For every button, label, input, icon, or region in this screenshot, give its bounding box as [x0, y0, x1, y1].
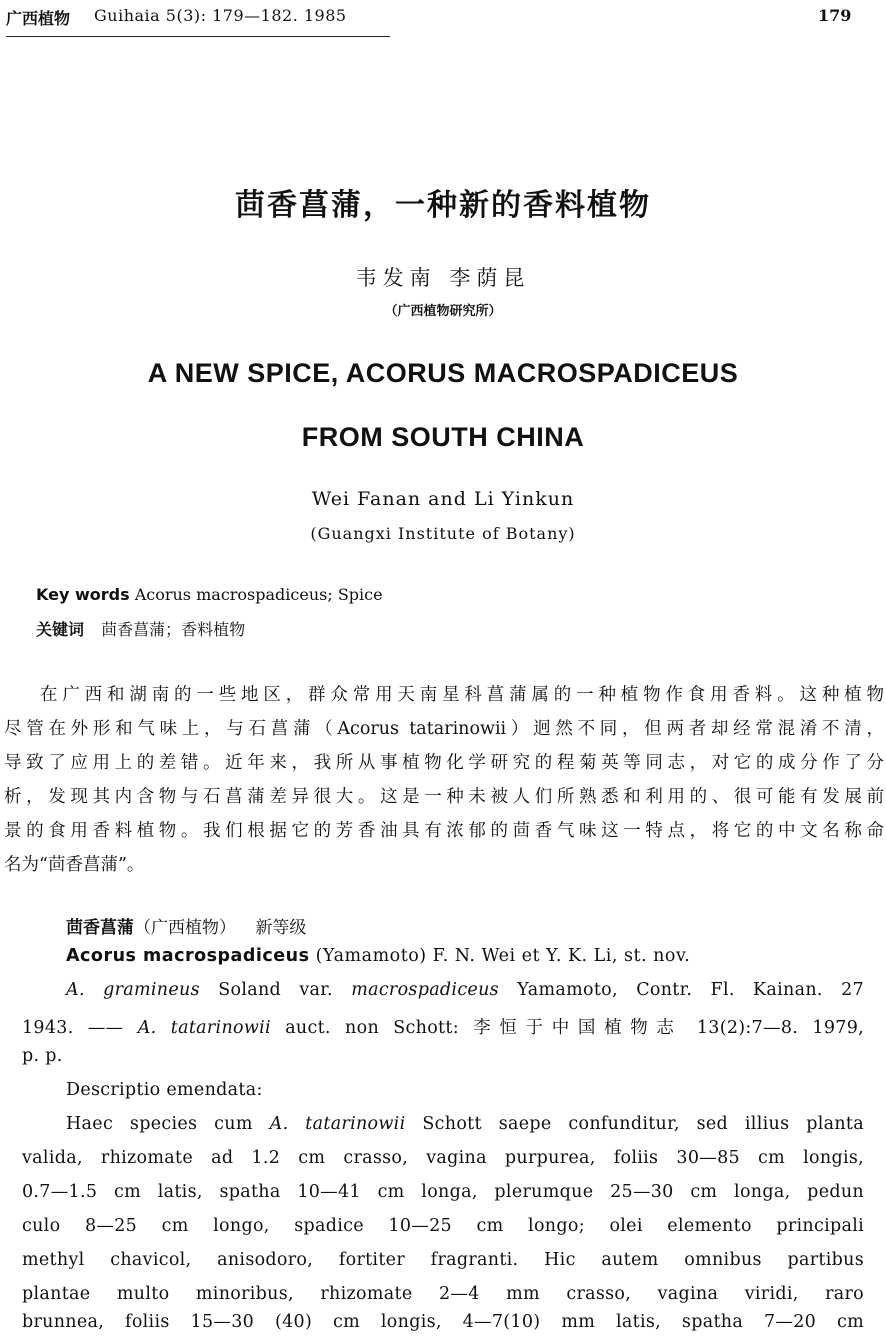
- synonym-1-reference: Yamamoto, Contr. Fl. Kainan. 27: [517, 980, 864, 1000]
- synonym-line-3: p. p.: [22, 1046, 63, 1066]
- species-chinese-name: 茴香菖蒲: [66, 918, 134, 938]
- title-english-line-1: A NEW SPICE, ACORUS MACROSPADICEUS: [147, 358, 739, 388]
- authors-chinese: 韦发南 李荫昆: [355, 266, 531, 290]
- intro-line-6: 名为“茴香菖蒲”。: [4, 855, 145, 875]
- latin-line-1-pre: Haec species cum: [66, 1114, 253, 1134]
- keywords-english-label: Key words: [36, 585, 130, 604]
- species-authority: (Yamamoto) F. N. Wei et Y. K. Li, st. nov.: [315, 946, 691, 966]
- journal-name-cn: 广西植物: [6, 9, 71, 28]
- title-chinese: 茴香菖蒲，一种新的香料植物: [235, 188, 651, 223]
- species-scientific-name: Acorus macrospadiceus: [66, 946, 310, 966]
- latin-line-6: plantae multo minoribus, rhizomate 2—4 mm crasso, vagina viridi, raro: [22, 1284, 864, 1304]
- authors-english: Wei Fanan and Li Yinkun: [311, 488, 575, 510]
- synonym-2-name: A. tatarinowii: [137, 1018, 271, 1038]
- intro-line-3: 导致了应用上的差错。近年来，我所从事植物化学研究的程菊英等同志，对它的成分作了分: [4, 753, 884, 773]
- synonym-1-name: A. gramineus: [66, 980, 200, 1000]
- latin-line-2: valida, rhizomate ad 1.2 cm crasso, vagina purpurea, foliis 30—85 cm longis,: [22, 1148, 864, 1168]
- journal-reference: Guihaia 5(3): 179—182. 1985: [94, 6, 347, 25]
- keywords-chinese: [36, 617, 245, 640]
- synonym-2-reference: auct. non Schott: 李恒于中国植物志 13(2):7—8. 1979,: [285, 1018, 864, 1038]
- latin-line-5: methyl chavicol, anisodoro, fortiter fragranti. Hic autem omnibus partibus: [22, 1250, 864, 1270]
- latin-line-3: 0.7—1.5 cm latis, spatha 10—41 cm longa, plerumque 25—30 cm longa, pedun: [22, 1182, 864, 1202]
- title-english-line-2: FROM SOUTH CHINA: [301, 422, 585, 452]
- synonym-1-mid: Soland var.: [218, 980, 333, 1000]
- latin-line-4: culo 8—25 cm longo, spadice 10—25 cm longo; olei elemento principali: [22, 1216, 864, 1236]
- latin-line-1: [66, 1114, 864, 1134]
- institution-english: (Guangxi Institute of Botany): [310, 524, 576, 543]
- species-scientific-heading: [66, 946, 690, 966]
- latin-line-1-species: A. tatarinowii: [269, 1114, 406, 1134]
- institution-chinese: （广西植物研究所）: [384, 304, 502, 319]
- intro-line-2: 尽管在外形和气味上，与石菖蒲（Acorus tatarinowii）迥然不同，但两者却经常混淆不清，: [4, 719, 884, 739]
- keywords-chinese-label: 关键词: [36, 620, 85, 639]
- intro-line-5: 景的食用香料植物。我们根据它的芳香油具有浓郁的茴香气味这一特点，将它的中文名称命: [4, 821, 884, 841]
- intro-line-4: 析，发现其内含物与石菖蒲差异很大。这是一种未被人们所熟悉和利用的、很可能有发展前: [4, 787, 884, 807]
- species-chinese-note: （广西植物）: [134, 918, 236, 938]
- descriptio-label: Descriptio emendata:: [66, 1080, 263, 1100]
- keywords-chinese-text: 茴香菖蒲；香料植物: [101, 620, 246, 639]
- species-chinese-heading: [66, 913, 306, 938]
- intro-line-1: 在广西和湖南的一些地区，群众常用天南星科菖蒲属的一种植物作食用香料。这种植物: [40, 685, 884, 705]
- page-number: 179: [818, 6, 852, 25]
- synonym-line-2: [22, 1014, 864, 1039]
- species-status: 新等级: [255, 918, 307, 938]
- synonym-1-variety: macrospadiceus: [351, 980, 499, 1000]
- keywords-english: [36, 585, 383, 604]
- latin-line-1-post: Schott saepe confunditur, sed illius planta: [422, 1114, 864, 1134]
- latin-line-7: brunnea, foliis 15—30 (40) cm longis, 4—7(10) mm latis, spatha 7—20 cm: [22, 1312, 864, 1332]
- header-rule: [6, 36, 390, 37]
- synonym-line-1: [66, 980, 864, 1000]
- keywords-english-text: Acorus macrospadiceus; Spice: [134, 585, 383, 604]
- synonym-2-prefix: 1943. ——: [22, 1018, 124, 1038]
